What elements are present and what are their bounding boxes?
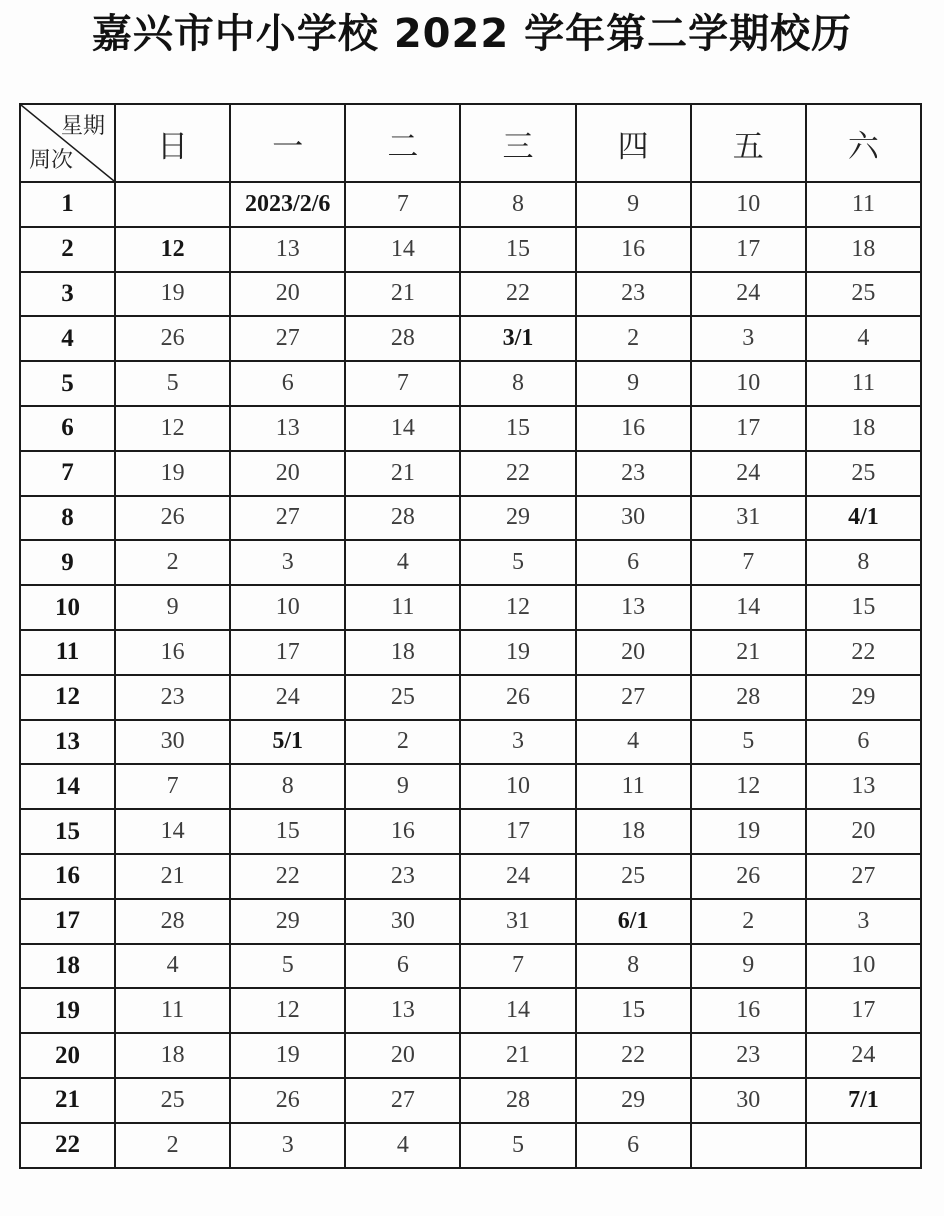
- week-number-cell: 20: [20, 1033, 115, 1078]
- day-cell: 16: [691, 988, 806, 1033]
- table-row: [20, 630, 921, 675]
- day-cell: 30: [691, 1078, 806, 1123]
- day-cell: 31: [691, 496, 806, 541]
- day-cell: 11: [806, 361, 921, 406]
- day-cell: 11: [806, 182, 921, 227]
- table-row: [20, 854, 921, 899]
- table-row: [20, 899, 921, 944]
- day-cell: 23: [691, 1033, 806, 1078]
- day-cell: 2023/2/6: [230, 182, 345, 227]
- day-cell: 24: [230, 675, 345, 720]
- day-cell: 16: [115, 630, 230, 675]
- day-cell: 29: [230, 899, 345, 944]
- day-cell: 19: [115, 272, 230, 317]
- day-cell: 12: [115, 406, 230, 451]
- day-cell: 18: [576, 809, 691, 854]
- day-cell: 30: [115, 720, 230, 765]
- day-cell: 12: [115, 227, 230, 272]
- day-cell: 3: [230, 540, 345, 585]
- day-cell: 5: [460, 1123, 575, 1168]
- day-cell: 23: [345, 854, 460, 899]
- table-row: [20, 540, 921, 585]
- week-number-cell: 3: [20, 272, 115, 317]
- day-cell: 5: [460, 540, 575, 585]
- table-row: [20, 316, 921, 361]
- day-cell: 15: [806, 585, 921, 630]
- day-cell: 24: [691, 451, 806, 496]
- day-cell: 30: [345, 899, 460, 944]
- day-cell: 8: [460, 182, 575, 227]
- day-cell: 29: [576, 1078, 691, 1123]
- day-cell: 27: [230, 316, 345, 361]
- day-cell: 20: [806, 809, 921, 854]
- day-cell: 19: [691, 809, 806, 854]
- table-row: [20, 361, 921, 406]
- day-cell: 13: [345, 988, 460, 1033]
- day-cell: 23: [576, 272, 691, 317]
- table-row: [20, 944, 921, 989]
- day-cell: 14: [691, 585, 806, 630]
- corner-label-weekday: 星期: [60, 113, 105, 138]
- day-cell: 2: [345, 720, 460, 765]
- table-row: [20, 227, 921, 272]
- day-cell: 20: [230, 272, 345, 317]
- week-number-cell: 12: [20, 675, 115, 720]
- day-cell: [115, 182, 230, 227]
- day-cell: 7: [115, 764, 230, 809]
- day-cell: 21: [460, 1033, 575, 1078]
- day-cell: 10: [460, 764, 575, 809]
- day-cell: 10: [806, 944, 921, 989]
- day-cell: 26: [460, 675, 575, 720]
- week-number-cell: 17: [20, 899, 115, 944]
- week-number-cell: 18: [20, 944, 115, 989]
- week-number-cell: 9: [20, 540, 115, 585]
- week-number-cell: 15: [20, 809, 115, 854]
- day-cell: 13: [806, 764, 921, 809]
- day-cell: 15: [460, 406, 575, 451]
- corner-cell: [20, 104, 115, 182]
- day-cell: 8: [230, 764, 345, 809]
- day-cell: 24: [691, 272, 806, 317]
- day-cell: 15: [460, 227, 575, 272]
- day-cell: 8: [576, 944, 691, 989]
- table-row: [20, 764, 921, 809]
- table-row: [20, 406, 921, 451]
- day-cell: 10: [691, 182, 806, 227]
- corner-label-weeknum: 周次: [29, 147, 74, 172]
- day-cell: 3: [691, 316, 806, 361]
- day-header-mon: 一: [230, 104, 345, 182]
- day-header-thu: 四: [576, 104, 691, 182]
- day-cell: 22: [460, 272, 575, 317]
- day-cell: 21: [691, 630, 806, 675]
- table-header-row: [20, 104, 921, 182]
- calendar-table: [19, 103, 922, 1169]
- week-number-cell: 2: [20, 227, 115, 272]
- day-cell: 26: [115, 496, 230, 541]
- day-header-wed: 三: [460, 104, 575, 182]
- day-cell: 8: [460, 361, 575, 406]
- week-number-cell: 7: [20, 451, 115, 496]
- day-cell: 22: [576, 1033, 691, 1078]
- day-cell: 19: [460, 630, 575, 675]
- day-cell: 6: [806, 720, 921, 765]
- day-cell: 16: [576, 406, 691, 451]
- day-cell: 3: [230, 1123, 345, 1168]
- day-cell: 11: [115, 988, 230, 1033]
- day-cell: 29: [460, 496, 575, 541]
- week-number-cell: 13: [20, 720, 115, 765]
- table-row: [20, 182, 921, 227]
- table-row: [20, 720, 921, 765]
- week-number-cell: 11: [20, 630, 115, 675]
- day-cell: [806, 1123, 921, 1168]
- day-cell: 18: [345, 630, 460, 675]
- day-cell: 27: [230, 496, 345, 541]
- day-cell: 27: [345, 1078, 460, 1123]
- day-cell: 15: [230, 809, 345, 854]
- day-cell: 15: [576, 988, 691, 1033]
- day-cell: 5: [230, 944, 345, 989]
- table-row: [20, 451, 921, 496]
- day-cell: 9: [576, 182, 691, 227]
- day-cell: 28: [115, 899, 230, 944]
- day-cell: 13: [230, 406, 345, 451]
- day-cell: 7: [691, 540, 806, 585]
- day-cell: 8: [806, 540, 921, 585]
- day-cell: 2: [115, 540, 230, 585]
- day-cell: 30: [576, 496, 691, 541]
- day-cell: 7: [345, 361, 460, 406]
- week-number-cell: 22: [20, 1123, 115, 1168]
- day-cell: [691, 1123, 806, 1168]
- day-cell: 6: [345, 944, 460, 989]
- week-number-cell: 4: [20, 316, 115, 361]
- day-cell: 24: [460, 854, 575, 899]
- day-cell: 18: [806, 227, 921, 272]
- day-cell: 17: [230, 630, 345, 675]
- day-cell: 18: [806, 406, 921, 451]
- day-cell: 18: [115, 1033, 230, 1078]
- day-cell: 22: [230, 854, 345, 899]
- table-row: [20, 988, 921, 1033]
- day-cell: 20: [230, 451, 345, 496]
- day-cell: 3: [460, 720, 575, 765]
- day-cell: 9: [691, 944, 806, 989]
- day-cell: 28: [345, 496, 460, 541]
- day-cell: 22: [460, 451, 575, 496]
- day-cell: 17: [691, 227, 806, 272]
- day-cell: 14: [345, 227, 460, 272]
- day-cell: 10: [230, 585, 345, 630]
- day-cell: 29: [806, 675, 921, 720]
- day-cell: 6: [576, 1123, 691, 1168]
- day-cell: 23: [115, 675, 230, 720]
- day-cell: 5/1: [230, 720, 345, 765]
- day-cell: 10: [691, 361, 806, 406]
- table-row: [20, 809, 921, 854]
- day-cell: 6: [230, 361, 345, 406]
- day-cell: 16: [576, 227, 691, 272]
- table-row: [20, 1123, 921, 1168]
- week-number-cell: 1: [20, 182, 115, 227]
- day-cell: 28: [691, 675, 806, 720]
- day-cell: 16: [345, 809, 460, 854]
- page-title: 嘉兴市中小学校 2022 学年第二学期校历: [91, 11, 853, 57]
- day-cell: 25: [806, 272, 921, 317]
- day-cell: 17: [691, 406, 806, 451]
- day-cell: 21: [115, 854, 230, 899]
- day-cell: 17: [460, 809, 575, 854]
- day-cell: 7/1: [806, 1078, 921, 1123]
- day-header-tue: 二: [345, 104, 460, 182]
- day-cell: 31: [460, 899, 575, 944]
- day-cell: 13: [230, 227, 345, 272]
- day-cell: 20: [576, 630, 691, 675]
- calendar-table-body: [20, 182, 921, 1168]
- day-cell: 6/1: [576, 899, 691, 944]
- day-cell: 9: [345, 764, 460, 809]
- table-row: [20, 1033, 921, 1078]
- day-cell: 17: [806, 988, 921, 1033]
- day-header-fri: 五: [691, 104, 806, 182]
- day-header-sun: 日: [115, 104, 230, 182]
- day-cell: 26: [115, 316, 230, 361]
- day-cell: 5: [691, 720, 806, 765]
- table-row: [20, 272, 921, 317]
- week-number-cell: 5: [20, 361, 115, 406]
- day-cell: 14: [115, 809, 230, 854]
- day-cell: 4: [345, 1123, 460, 1168]
- day-cell: 26: [230, 1078, 345, 1123]
- day-cell: 14: [345, 406, 460, 451]
- day-cell: 27: [576, 675, 691, 720]
- week-number-cell: 14: [20, 764, 115, 809]
- day-cell: 26: [691, 854, 806, 899]
- day-cell: 28: [345, 316, 460, 361]
- day-cell: 4: [345, 540, 460, 585]
- day-cell: 19: [230, 1033, 345, 1078]
- day-cell: 27: [806, 854, 921, 899]
- day-cell: 25: [806, 451, 921, 496]
- table-row: [20, 675, 921, 720]
- week-number-cell: 8: [20, 496, 115, 541]
- day-cell: 3: [806, 899, 921, 944]
- day-cell: 4/1: [806, 496, 921, 541]
- week-number-cell: 21: [20, 1078, 115, 1123]
- week-number-cell: 19: [20, 988, 115, 1033]
- week-number-cell: 16: [20, 854, 115, 899]
- day-cell: 25: [345, 675, 460, 720]
- day-cell: 2: [691, 899, 806, 944]
- day-cell: 4: [806, 316, 921, 361]
- week-number-cell: 10: [20, 585, 115, 630]
- day-cell: 6: [576, 540, 691, 585]
- day-cell: 19: [115, 451, 230, 496]
- day-cell: 24: [806, 1033, 921, 1078]
- day-cell: 2: [115, 1123, 230, 1168]
- day-cell: 9: [115, 585, 230, 630]
- table-row: [20, 585, 921, 630]
- day-cell: 7: [460, 944, 575, 989]
- day-header-sat: 六: [806, 104, 921, 182]
- day-cell: 25: [115, 1078, 230, 1123]
- day-cell: 2: [576, 316, 691, 361]
- day-cell: 11: [345, 585, 460, 630]
- day-cell: 21: [345, 451, 460, 496]
- day-cell: 4: [576, 720, 691, 765]
- day-cell: 4: [115, 944, 230, 989]
- day-cell: 5: [115, 361, 230, 406]
- day-cell: 28: [460, 1078, 575, 1123]
- day-cell: 12: [691, 764, 806, 809]
- day-cell: 12: [230, 988, 345, 1033]
- day-cell: 14: [460, 988, 575, 1033]
- week-number-cell: 6: [20, 406, 115, 451]
- day-cell: 23: [576, 451, 691, 496]
- table-row: [20, 1078, 921, 1123]
- day-cell: 13: [576, 585, 691, 630]
- day-cell: 7: [345, 182, 460, 227]
- day-cell: 3/1: [460, 316, 575, 361]
- day-cell: 21: [345, 272, 460, 317]
- day-cell: 9: [576, 361, 691, 406]
- day-cell: 20: [345, 1033, 460, 1078]
- day-cell: 25: [576, 854, 691, 899]
- table-row: [20, 496, 921, 541]
- day-cell: 11: [576, 764, 691, 809]
- day-cell: 22: [806, 630, 921, 675]
- day-cell: 12: [460, 585, 575, 630]
